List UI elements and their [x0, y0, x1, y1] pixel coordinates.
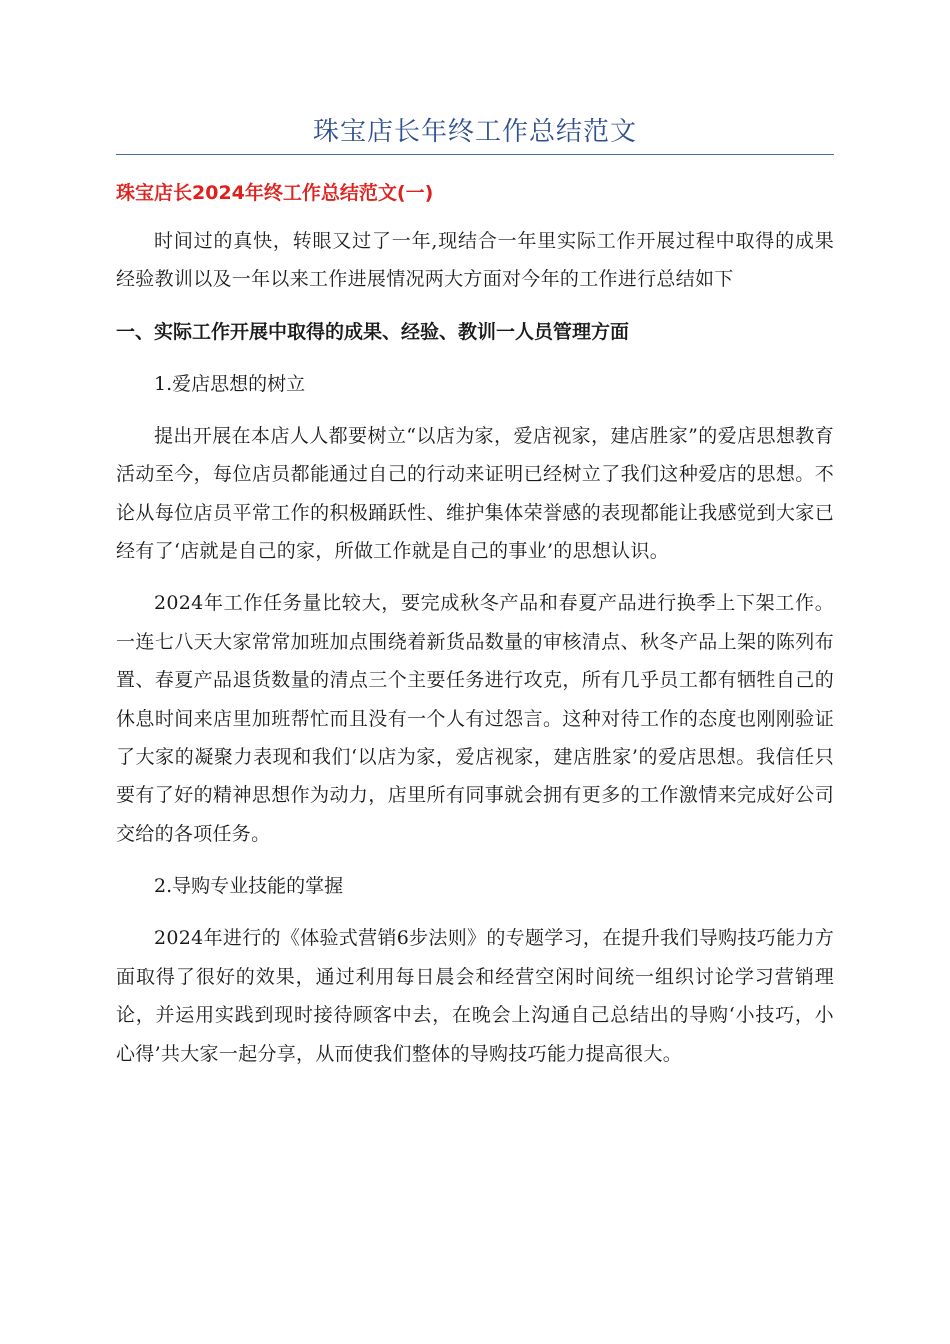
section-heading-1: 一、实际工作开展中取得的成果、经验、教训一人员管理方面	[116, 320, 630, 343]
item2-paragraph-1: 2024年进行的《体验式营销6步法则》的专题学习，在提升我们导购技巧能力方面取得了很好的效果，通过利用每日晨会和经营空闲时间统一组织讨论学习营销理论，并运用实践到现时接待顾客中去，在晚会上沟通自己总结出的导购‘小技巧，小心得’共大家一起分享，从而使我们整体的导购技巧能力提高很大。	[116, 927, 834, 1065]
title-divider	[116, 154, 834, 155]
item1-paragraph-2: 2024年工作任务量比较大，要完成秋冬产品和春夏产品进行换季上下架工作。一连七八天大家常常加班加点围绕着新货品数量的审核清点、秋冬产品上架的陈列布置、春夏产品退货数量的清点三个主要任务进行攻克，所有几乎员工都有牺牲自己的休息时间来店里加班帮忙而且没有一个人有过怨言。这种对待工作的态度也刚刚验证了大家的凝聚力表现和我们‘以店为家，爱店视家，建店胜家’的爱店思想。我信任只要有了好的精神思想作为动力，店里所有同事就会拥有更多的工作激情来完成好公司交给的各项任务。	[116, 592, 834, 845]
document-body	[116, 174, 834, 1073]
item-heading-1: 1.爱店思想的树立	[154, 372, 306, 395]
document-title: 珠宝店长年终工作总结范文	[312, 117, 637, 147]
intro-paragraph: 时间过的真快，转眼又过了一年,现结合一年里实际工作开展过程中取得的成果经验教训以及一年以来工作进展情况两大方面对今年的工作进行总结如下	[116, 230, 834, 291]
item-heading-2: 2.导购专业技能的掌握	[154, 875, 344, 898]
document-subtitle: 珠宝店长2024年终工作总结范文(一)	[116, 182, 434, 204]
item1-paragraph-1: 提出开展在本店人人都要树立“以店为家，爱店视家，建店胜家”的爱店思想教育活动至今，每位店员都能通过自己的行动来证明已经树立了我们这种爱店的思想。不论从每位店员平常工作的积极踊跃性、维护集体荣誉感的表现都能让我感觉到大家已经有了‘店就是自己的家，所做工作就是自己的事业’的思想认识。	[116, 424, 834, 563]
